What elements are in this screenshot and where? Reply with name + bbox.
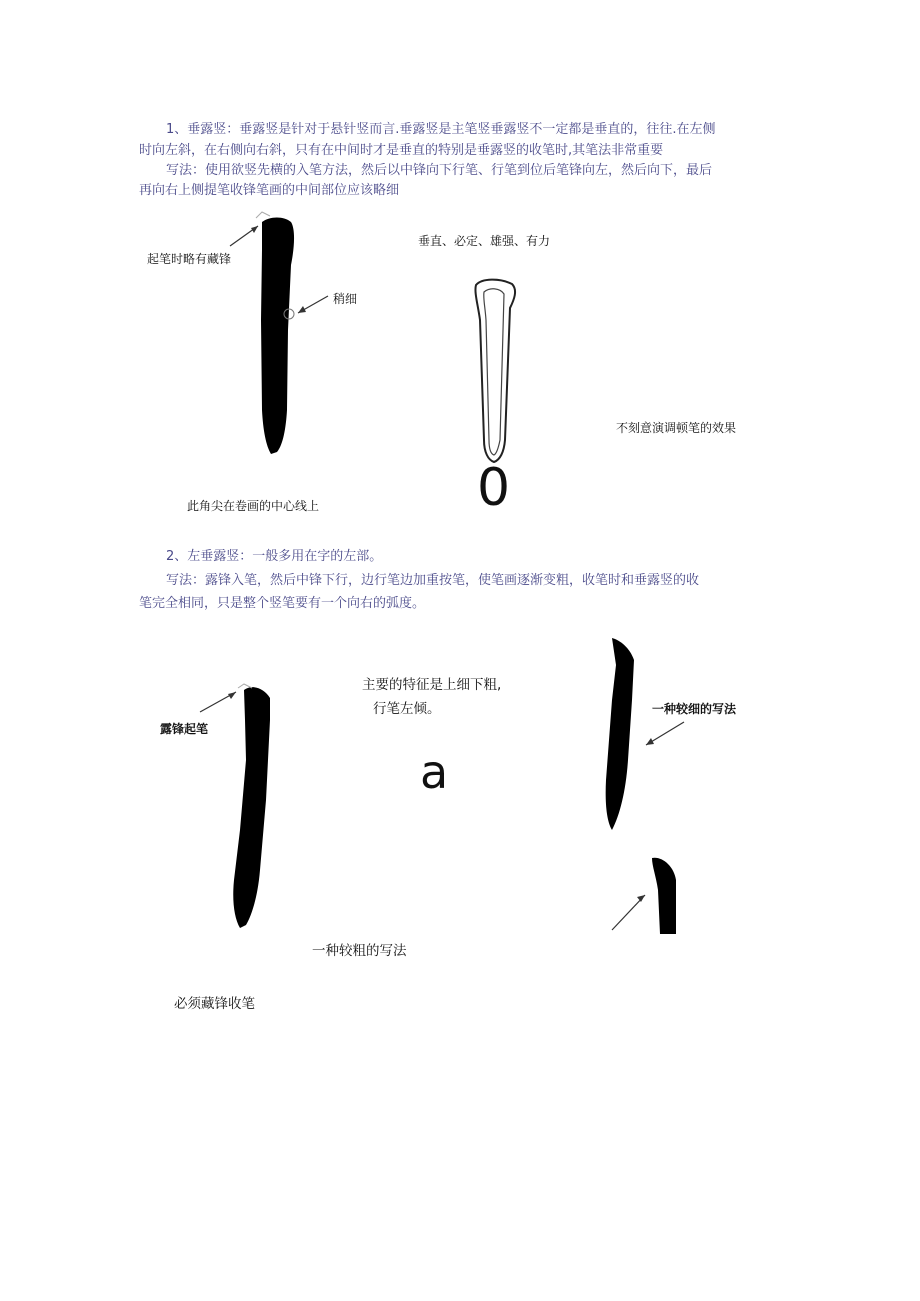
caption-thick-style: 一种较粗的写法	[312, 943, 407, 959]
glyph-zero: 0	[477, 458, 511, 518]
left-leaning-stroke-shape	[233, 687, 270, 928]
caption-effect: 不刻意演调顿笔的效果	[616, 421, 737, 435]
caption-tip-center: 此角尖在卷画的中心线上	[187, 499, 320, 513]
caption-feature-line1: 主要的特征是上细下粗,	[362, 677, 502, 693]
caption-hidden-tip-finish: 必须藏锋收笔	[174, 996, 255, 1012]
section2-line2: 写法：露锋入笔，然后中锋下行，边行笔边加重按笔，使笔画逐渐变粗，收笔时和垂露竖的收	[166, 573, 700, 588]
section2-line3: 笔完全相同，只是整个竖笔要有一个向右的弧度。	[139, 596, 426, 611]
caption-straight: 垂直、必定、雄强、有力	[418, 234, 551, 248]
thick-stroke-shape	[652, 858, 676, 934]
section2-line1: 2、左垂露竖：一般多用在字的左部。	[166, 549, 383, 564]
glyph-a: a	[420, 745, 449, 799]
outlined-stroke-shape	[475, 280, 515, 462]
label-thin-style: 一种较细的写法	[652, 702, 737, 716]
label-start-hidden-tip: 起笔时略有藏锋	[147, 252, 232, 266]
section1-line1: 1、垂露竖：垂露竖是针对于悬针竖而言.垂露竖是主笔竖垂露竖不一定都是垂直的，往往.在左侧	[166, 122, 716, 137]
section1-line2: 时向左斜，在右侧向右斜，只有在中间时才是垂直的特别是垂露竖的收笔时,其笔法非常重要	[139, 143, 664, 158]
thin-stroke-shape	[606, 638, 634, 830]
section1-line3: 写法：使用欲竖先横的入笔方法，然后以中锋向下行笔、行笔到位后笔锋向左，然后向下，最后	[166, 163, 713, 178]
section1-line4: 再向右上侧提笔收锋笔画的中间部位应该略细	[139, 183, 400, 198]
vertical-stroke-shape	[261, 218, 294, 455]
label-exposed-start: 露锋起笔	[160, 722, 209, 736]
label-slightly-thin: 稍细	[333, 292, 358, 306]
caption-feature-line2: 行笔左倾。	[373, 701, 441, 717]
